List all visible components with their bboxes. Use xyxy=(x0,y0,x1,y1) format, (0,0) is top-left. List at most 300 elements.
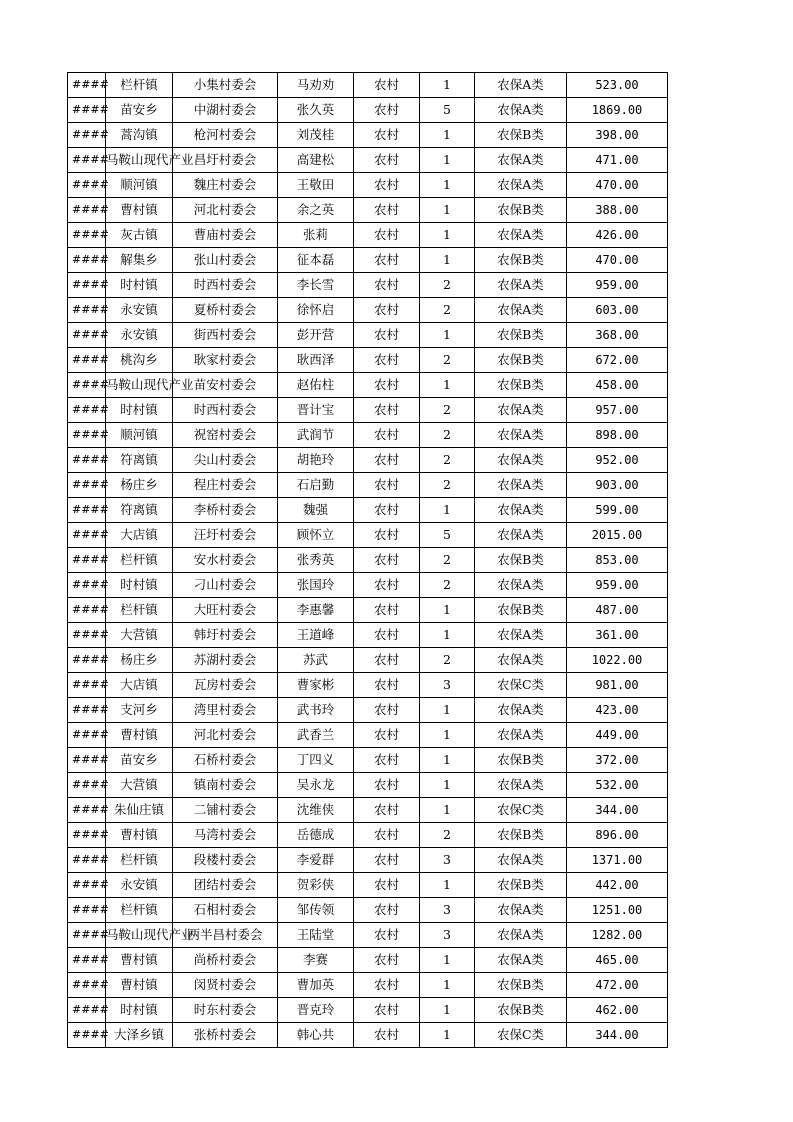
cell-village: 时西村委会 xyxy=(173,273,278,298)
cell-amount: 959.00 xyxy=(567,273,668,298)
cell-category: 农保A类 xyxy=(475,448,567,473)
cell-id: #### xyxy=(68,573,106,598)
cell-town: 栏杆镇 xyxy=(106,598,173,623)
cell-amount: 487.00 xyxy=(567,598,668,623)
cell-amount: 442.00 xyxy=(567,873,668,898)
cell-town: 苗安乡 xyxy=(106,98,173,123)
cell-village: 李桥村委会 xyxy=(173,498,278,523)
cell-area-type: 农村 xyxy=(354,523,420,548)
table-row xyxy=(68,823,668,848)
cell-category: 农保B类 xyxy=(475,248,567,273)
cell-village: 河北村委会 xyxy=(173,198,278,223)
cell-village: 河北村委会 xyxy=(173,723,278,748)
cell-name: 沈维侠 xyxy=(278,798,354,823)
cell-area-type: 农村 xyxy=(354,98,420,123)
cell-category: 农保A类 xyxy=(475,98,567,123)
cell-village: 张山村委会 xyxy=(173,248,278,273)
table-row xyxy=(68,548,668,573)
cell-category: 农保A类 xyxy=(475,898,567,923)
cell-area-type: 农村 xyxy=(354,898,420,923)
table-row xyxy=(68,623,668,648)
cell-village: 耿家村委会 xyxy=(173,348,278,373)
cell-id: #### xyxy=(68,823,106,848)
cell-amount: 2015.00 xyxy=(567,523,668,548)
cell-count: 2 xyxy=(420,473,475,498)
cell-area-type: 农村 xyxy=(354,973,420,998)
cell-name: 苏武 xyxy=(278,648,354,673)
cell-id: #### xyxy=(68,98,106,123)
cell-town: 栏杆镇 xyxy=(106,73,173,98)
cell-village: 闵贤村委会 xyxy=(173,973,278,998)
cell-name: 张国玲 xyxy=(278,573,354,598)
cell-area-type: 农村 xyxy=(354,798,420,823)
cell-id: #### xyxy=(68,473,106,498)
cell-name: 曹加英 xyxy=(278,973,354,998)
cell-category: 农保A类 xyxy=(475,723,567,748)
cell-village: 湾里村委会 xyxy=(173,698,278,723)
cell-category: 农保A类 xyxy=(475,698,567,723)
cell-id: #### xyxy=(68,948,106,973)
cell-id: #### xyxy=(68,123,106,148)
cell-category: 农保B类 xyxy=(475,598,567,623)
cell-category: 农保A类 xyxy=(475,498,567,523)
cell-count: 1 xyxy=(420,498,475,523)
cell-name: 晋计宝 xyxy=(278,398,354,423)
cell-area-type: 农村 xyxy=(354,248,420,273)
cell-count: 3 xyxy=(420,898,475,923)
cell-category: 农保B类 xyxy=(475,348,567,373)
cell-town: 大泽乡镇 xyxy=(106,1023,173,1048)
table-row xyxy=(68,223,668,248)
cell-town: 栏杆镇 xyxy=(106,848,173,873)
cell-name: 王陆堂 xyxy=(278,923,354,948)
cell-area-type: 农村 xyxy=(354,223,420,248)
cell-count: 1 xyxy=(420,148,475,173)
cell-town: 时村镇 xyxy=(106,573,173,598)
cell-amount: 903.00 xyxy=(567,473,668,498)
cell-id: #### xyxy=(68,648,106,673)
table-row xyxy=(68,498,668,523)
cell-category: 农保B类 xyxy=(475,998,567,1023)
cell-village: 苏湖村委会 xyxy=(173,648,278,673)
cell-area-type: 农村 xyxy=(354,598,420,623)
cell-village: 两半昌村委会 xyxy=(173,923,278,948)
cell-category: 农保A类 xyxy=(475,173,567,198)
cell-village: 二铺村委会 xyxy=(173,798,278,823)
cell-village: 瓦房村委会 xyxy=(173,673,278,698)
cell-name: 徐怀启 xyxy=(278,298,354,323)
cell-village: 安水村委会 xyxy=(173,548,278,573)
cell-category: 农保A类 xyxy=(475,648,567,673)
cell-id: #### xyxy=(68,548,106,573)
cell-amount: 1371.00 xyxy=(567,848,668,873)
cell-area-type: 农村 xyxy=(354,198,420,223)
cell-name: 彭开营 xyxy=(278,323,354,348)
cell-area-type: 农村 xyxy=(354,373,420,398)
cell-category: 农保A类 xyxy=(475,848,567,873)
cell-count: 1 xyxy=(420,73,475,98)
cell-area-type: 农村 xyxy=(354,623,420,648)
table-row xyxy=(68,848,668,873)
cell-category: 农保A类 xyxy=(475,423,567,448)
cell-count: 1 xyxy=(420,698,475,723)
cell-id: #### xyxy=(68,873,106,898)
cell-town: 马鞍山现代产业 xyxy=(106,923,173,948)
cell-amount: 532.00 xyxy=(567,773,668,798)
cell-count: 2 xyxy=(420,548,475,573)
cell-village: 祝窑村委会 xyxy=(173,423,278,448)
cell-name: 张秀英 xyxy=(278,548,354,573)
cell-id: #### xyxy=(68,798,106,823)
cell-amount: 423.00 xyxy=(567,698,668,723)
table-row xyxy=(68,348,668,373)
cell-town: 栏杆镇 xyxy=(106,898,173,923)
cell-name: 高建松 xyxy=(278,148,354,173)
cell-count: 2 xyxy=(420,423,475,448)
cell-town: 时村镇 xyxy=(106,998,173,1023)
cell-category: 农保A类 xyxy=(475,773,567,798)
cell-count: 5 xyxy=(420,98,475,123)
cell-count: 2 xyxy=(420,823,475,848)
cell-id: #### xyxy=(68,998,106,1023)
cell-category: 农保B类 xyxy=(475,973,567,998)
cell-category: 农保B类 xyxy=(475,198,567,223)
cell-amount: 1251.00 xyxy=(567,898,668,923)
cell-town: 永安镇 xyxy=(106,873,173,898)
cell-area-type: 农村 xyxy=(354,998,420,1023)
cell-count: 5 xyxy=(420,523,475,548)
table-row xyxy=(68,598,668,623)
cell-village: 时西村委会 xyxy=(173,398,278,423)
cell-id: #### xyxy=(68,398,106,423)
table-row xyxy=(68,748,668,773)
table-row xyxy=(68,98,668,123)
cell-id: #### xyxy=(68,73,106,98)
cell-village: 镇南村委会 xyxy=(173,773,278,798)
cell-id: #### xyxy=(68,1023,106,1048)
table-row xyxy=(68,798,668,823)
cell-amount: 344.00 xyxy=(567,798,668,823)
cell-id: #### xyxy=(68,448,106,473)
cell-village: 韩圩村委会 xyxy=(173,623,278,648)
cell-name: 晋克玲 xyxy=(278,998,354,1023)
cell-amount: 458.00 xyxy=(567,373,668,398)
cell-name: 张久英 xyxy=(278,98,354,123)
cell-id: #### xyxy=(68,898,106,923)
cell-category: 农保A类 xyxy=(475,948,567,973)
cell-amount: 1282.00 xyxy=(567,923,668,948)
cell-area-type: 农村 xyxy=(354,648,420,673)
cell-category: 农保B类 xyxy=(475,323,567,348)
cell-id: #### xyxy=(68,148,106,173)
cell-count: 1 xyxy=(420,1023,475,1048)
cell-id: #### xyxy=(68,723,106,748)
cell-category: 农保C类 xyxy=(475,798,567,823)
cell-amount: 449.00 xyxy=(567,723,668,748)
table-body xyxy=(68,73,668,1048)
cell-name: 李爱群 xyxy=(278,848,354,873)
cell-category: 农保A类 xyxy=(475,73,567,98)
cell-town: 顺河镇 xyxy=(106,173,173,198)
cell-amount: 603.00 xyxy=(567,298,668,323)
cell-id: #### xyxy=(68,223,106,248)
cell-town: 蒿沟镇 xyxy=(106,123,173,148)
cell-count: 1 xyxy=(420,873,475,898)
cell-count: 1 xyxy=(420,623,475,648)
cell-count: 1 xyxy=(420,798,475,823)
cell-town: 杨庄乡 xyxy=(106,473,173,498)
cell-id: #### xyxy=(68,973,106,998)
cell-id: #### xyxy=(68,323,106,348)
cell-count: 2 xyxy=(420,648,475,673)
cell-name: 武香兰 xyxy=(278,723,354,748)
cell-area-type: 农村 xyxy=(354,323,420,348)
cell-count: 2 xyxy=(420,398,475,423)
table-row xyxy=(68,998,668,1023)
cell-name: 岳德成 xyxy=(278,823,354,848)
cell-area-type: 农村 xyxy=(354,498,420,523)
cell-amount: 368.00 xyxy=(567,323,668,348)
cell-name: 李长雪 xyxy=(278,273,354,298)
cell-category: 农保C类 xyxy=(475,1023,567,1048)
cell-town: 永安镇 xyxy=(106,323,173,348)
cell-area-type: 农村 xyxy=(354,1023,420,1048)
cell-count: 1 xyxy=(420,748,475,773)
table-row xyxy=(68,648,668,673)
cell-category: 农保B类 xyxy=(475,548,567,573)
cell-town: 大店镇 xyxy=(106,673,173,698)
table-row xyxy=(68,923,668,948)
cell-amount: 959.00 xyxy=(567,573,668,598)
cell-id: #### xyxy=(68,773,106,798)
cell-category: 农保B类 xyxy=(475,873,567,898)
cell-amount: 1022.00 xyxy=(567,648,668,673)
table-row xyxy=(68,723,668,748)
cell-name: 顾怀立 xyxy=(278,523,354,548)
cell-category: 农保B类 xyxy=(475,373,567,398)
cell-name: 胡艳玲 xyxy=(278,448,354,473)
cell-area-type: 农村 xyxy=(354,448,420,473)
cell-area-type: 农村 xyxy=(354,348,420,373)
cell-town: 曹村镇 xyxy=(106,823,173,848)
cell-village: 刁山村委会 xyxy=(173,573,278,598)
records-table xyxy=(67,72,668,1048)
cell-count: 2 xyxy=(420,273,475,298)
cell-category: 农保A类 xyxy=(475,148,567,173)
cell-area-type: 农村 xyxy=(354,873,420,898)
cell-category: 农保A类 xyxy=(475,273,567,298)
cell-category: 农保C类 xyxy=(475,673,567,698)
cell-area-type: 农村 xyxy=(354,123,420,148)
cell-town: 灰古镇 xyxy=(106,223,173,248)
table-row xyxy=(68,173,668,198)
cell-name: 魏强 xyxy=(278,498,354,523)
cell-amount: 344.00 xyxy=(567,1023,668,1048)
cell-town: 曹村镇 xyxy=(106,948,173,973)
table-row xyxy=(68,473,668,498)
cell-count: 1 xyxy=(420,973,475,998)
cell-name: 贺彩侠 xyxy=(278,873,354,898)
cell-town: 支河乡 xyxy=(106,698,173,723)
cell-id: #### xyxy=(68,598,106,623)
cell-village: 大旺村委会 xyxy=(173,598,278,623)
cell-area-type: 农村 xyxy=(354,723,420,748)
cell-area-type: 农村 xyxy=(354,948,420,973)
cell-count: 2 xyxy=(420,573,475,598)
cell-area-type: 农村 xyxy=(354,273,420,298)
table-row xyxy=(68,948,668,973)
cell-area-type: 农村 xyxy=(354,173,420,198)
cell-id: #### xyxy=(68,848,106,873)
cell-category: 农保A类 xyxy=(475,398,567,423)
cell-area-type: 农村 xyxy=(354,423,420,448)
cell-town: 顺河镇 xyxy=(106,423,173,448)
cell-village: 团结村委会 xyxy=(173,873,278,898)
cell-id: #### xyxy=(68,373,106,398)
cell-name: 王敬田 xyxy=(278,173,354,198)
cell-area-type: 农村 xyxy=(354,748,420,773)
cell-town: 曹村镇 xyxy=(106,723,173,748)
cell-id: #### xyxy=(68,748,106,773)
cell-category: 农保A类 xyxy=(475,523,567,548)
cell-amount: 462.00 xyxy=(567,998,668,1023)
cell-amount: 898.00 xyxy=(567,423,668,448)
cell-village: 曹庙村委会 xyxy=(173,223,278,248)
cell-name: 丁四义 xyxy=(278,748,354,773)
cell-count: 1 xyxy=(420,998,475,1023)
table-row xyxy=(68,1023,668,1048)
cell-name: 李赛 xyxy=(278,948,354,973)
cell-village: 夏桥村委会 xyxy=(173,298,278,323)
cell-count: 2 xyxy=(420,348,475,373)
cell-count: 1 xyxy=(420,598,475,623)
cell-amount: 952.00 xyxy=(567,448,668,473)
cell-name: 石启勤 xyxy=(278,473,354,498)
cell-area-type: 农村 xyxy=(354,573,420,598)
cell-town: 符离镇 xyxy=(106,448,173,473)
table-row xyxy=(68,198,668,223)
cell-village: 小集村委会 xyxy=(173,73,278,98)
cell-town: 马鞍山现代产业 xyxy=(106,148,173,173)
cell-village: 尚桥村委会 xyxy=(173,948,278,973)
cell-amount: 398.00 xyxy=(567,123,668,148)
cell-village: 张桥村委会 xyxy=(173,1023,278,1048)
cell-id: #### xyxy=(68,673,106,698)
cell-count: 3 xyxy=(420,923,475,948)
table-row xyxy=(68,673,668,698)
table-row xyxy=(68,448,668,473)
cell-area-type: 农村 xyxy=(354,73,420,98)
cell-village: 石相村委会 xyxy=(173,898,278,923)
table-row xyxy=(68,873,668,898)
table-row xyxy=(68,398,668,423)
cell-town: 大营镇 xyxy=(106,623,173,648)
cell-name: 征本磊 xyxy=(278,248,354,273)
cell-name: 张莉 xyxy=(278,223,354,248)
cell-area-type: 农村 xyxy=(354,923,420,948)
cell-village: 昌圩村委会 xyxy=(173,148,278,173)
cell-category: 农保B类 xyxy=(475,123,567,148)
cell-amount: 465.00 xyxy=(567,948,668,973)
cell-amount: 981.00 xyxy=(567,673,668,698)
cell-area-type: 农村 xyxy=(354,473,420,498)
cell-name: 马劝劝 xyxy=(278,73,354,98)
cell-name: 李惠馨 xyxy=(278,598,354,623)
cell-area-type: 农村 xyxy=(354,298,420,323)
cell-village: 石桥村委会 xyxy=(173,748,278,773)
cell-count: 1 xyxy=(420,173,475,198)
cell-town: 曹村镇 xyxy=(106,973,173,998)
cell-count: 1 xyxy=(420,123,475,148)
cell-amount: 470.00 xyxy=(567,173,668,198)
cell-village: 尖山村委会 xyxy=(173,448,278,473)
cell-id: #### xyxy=(68,348,106,373)
cell-amount: 426.00 xyxy=(567,223,668,248)
cell-area-type: 农村 xyxy=(354,698,420,723)
cell-id: #### xyxy=(68,423,106,448)
cell-town: 大营镇 xyxy=(106,773,173,798)
cell-amount: 1869.00 xyxy=(567,98,668,123)
cell-id: #### xyxy=(68,273,106,298)
cell-count: 1 xyxy=(420,323,475,348)
cell-name: 王道峰 xyxy=(278,623,354,648)
cell-count: 2 xyxy=(420,298,475,323)
cell-area-type: 农村 xyxy=(354,848,420,873)
cell-amount: 388.00 xyxy=(567,198,668,223)
cell-amount: 470.00 xyxy=(567,248,668,273)
cell-town: 大店镇 xyxy=(106,523,173,548)
table-row xyxy=(68,898,668,923)
table-row xyxy=(68,298,668,323)
cell-name: 曹家彬 xyxy=(278,673,354,698)
cell-id: #### xyxy=(68,198,106,223)
cell-town: 马鞍山现代产业 xyxy=(106,373,173,398)
cell-count: 2 xyxy=(420,448,475,473)
cell-count: 1 xyxy=(420,948,475,973)
cell-amount: 957.00 xyxy=(567,398,668,423)
cell-name: 邹传领 xyxy=(278,898,354,923)
cell-amount: 896.00 xyxy=(567,823,668,848)
cell-amount: 471.00 xyxy=(567,148,668,173)
cell-amount: 523.00 xyxy=(567,73,668,98)
table-row xyxy=(68,273,668,298)
cell-village: 枪河村委会 xyxy=(173,123,278,148)
cell-village: 段楼村委会 xyxy=(173,848,278,873)
cell-count: 1 xyxy=(420,248,475,273)
cell-town: 解集乡 xyxy=(106,248,173,273)
table-row xyxy=(68,973,668,998)
table-row xyxy=(68,698,668,723)
cell-amount: 599.00 xyxy=(567,498,668,523)
cell-name: 武润节 xyxy=(278,423,354,448)
cell-town: 栏杆镇 xyxy=(106,548,173,573)
table-row xyxy=(68,773,668,798)
cell-area-type: 农村 xyxy=(354,773,420,798)
table-row xyxy=(68,523,668,548)
cell-category: 农保A类 xyxy=(475,923,567,948)
table-row xyxy=(68,148,668,173)
cell-id: #### xyxy=(68,623,106,648)
cell-category: 农保A类 xyxy=(475,573,567,598)
cell-town: 时村镇 xyxy=(106,398,173,423)
cell-name: 耿西泽 xyxy=(278,348,354,373)
cell-area-type: 农村 xyxy=(354,823,420,848)
cell-amount: 361.00 xyxy=(567,623,668,648)
cell-count: 1 xyxy=(420,723,475,748)
cell-village: 程庄村委会 xyxy=(173,473,278,498)
cell-village: 马湾村委会 xyxy=(173,823,278,848)
cell-name: 赵佑柱 xyxy=(278,373,354,398)
